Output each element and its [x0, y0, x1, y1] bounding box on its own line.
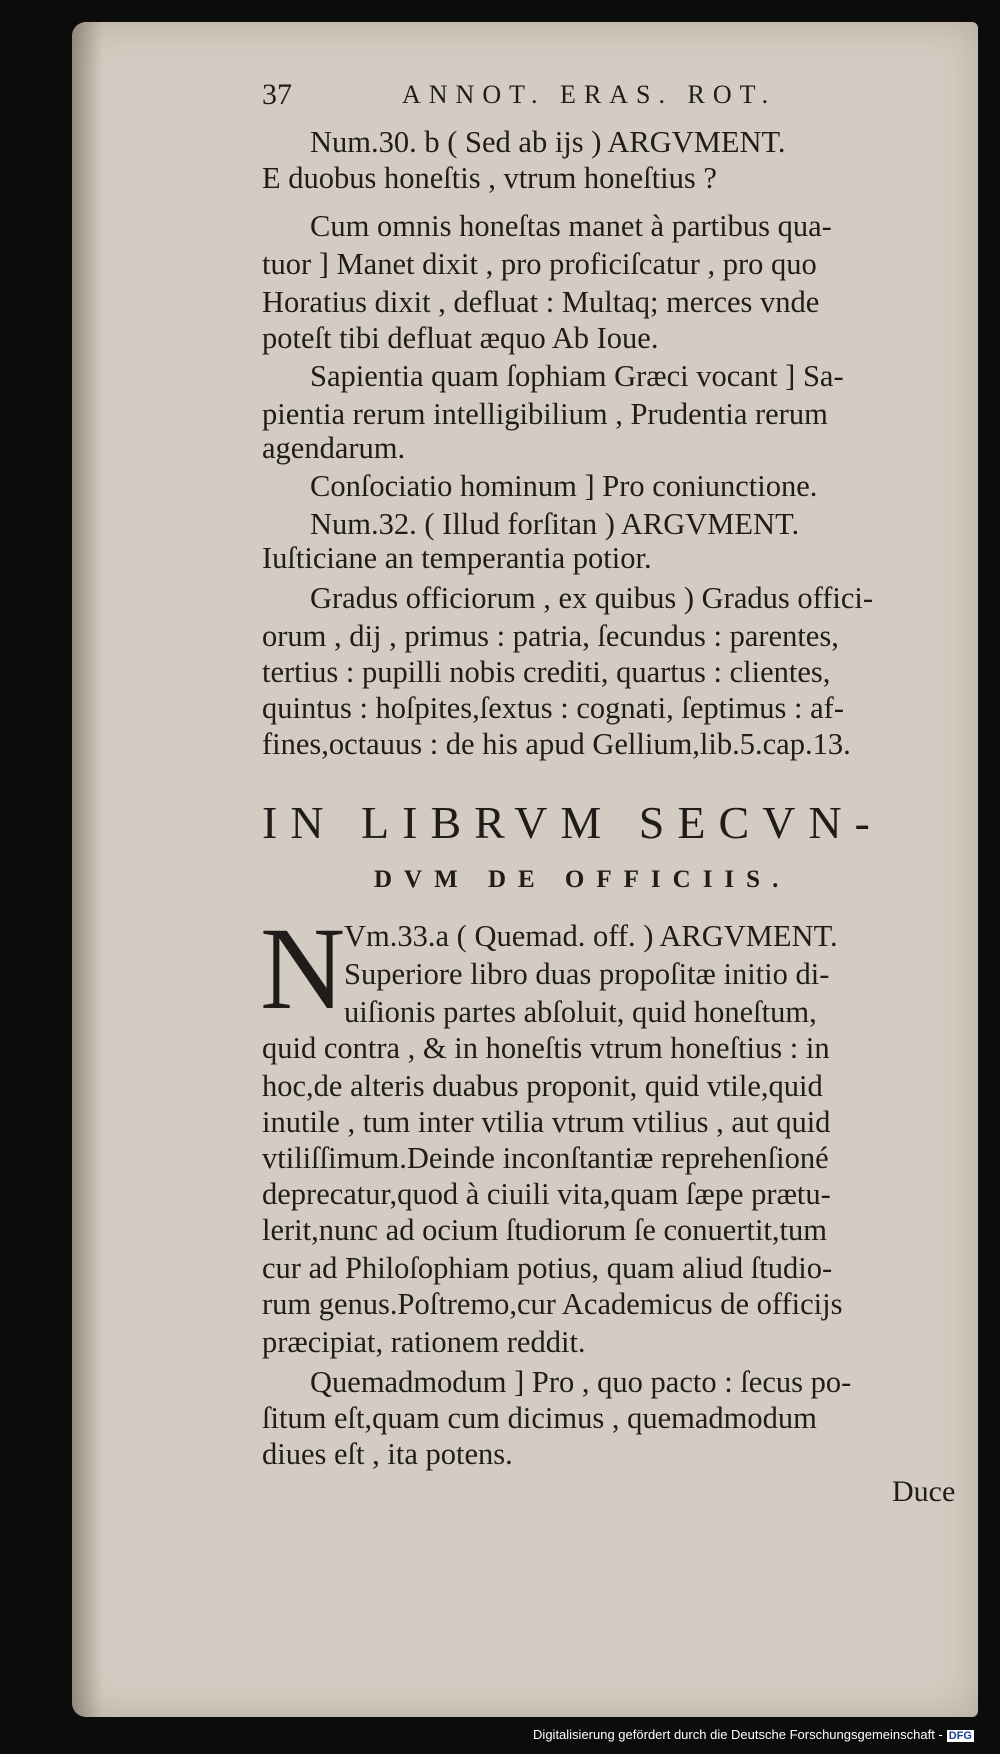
- text-line: lerit,nunc ad ocium ſtudiorum ſe conuertit,tum: [262, 1213, 827, 1247]
- text-line: Vm.33.a ( Quemad. off. ) ARGVMENT.: [344, 919, 838, 953]
- text-line: vtiliſſimum.Deinde inconſtantiæ reprehenſioné: [262, 1141, 829, 1175]
- text-line: tuor ] Manet dixit , pro proficiſcatur , pro quo: [262, 247, 817, 281]
- drop-capital: N: [260, 903, 346, 1034]
- text-line: Quemadmodum ] Pro , quo pacto : ſecus po-: [310, 1365, 852, 1399]
- text-line: Num.32. ( Illud forſitan ) ARGVMENT.: [310, 507, 800, 541]
- page-binding-shadow: [72, 22, 102, 1717]
- text-line: Horatius dixit , defluat : Multaq; merces vnde: [262, 285, 820, 319]
- text-line: pientia rerum intelligibilium , Prudentia rerum: [262, 397, 828, 431]
- text-line: Sapientia quam ſophiam Græci vocant ] Sa-: [310, 359, 844, 393]
- text-line: quid contra , & in honeſtis vtrum honeſtius : in: [262, 1031, 830, 1065]
- text-line: orum , dij , primus : patria, ſecundus : parentes,: [262, 619, 839, 653]
- text-line: agendarum.: [262, 431, 406, 465]
- section-heading: IN LIBRVM SECVN-: [262, 797, 883, 848]
- text-line: rum genus.Poſtremo,cur Academicus de officijs: [262, 1287, 843, 1321]
- text-line: quintus : hoſpites,ſextus : cognati, ſeptimus : af-: [262, 691, 844, 725]
- text-line: diues eſt , ita potens.: [262, 1437, 513, 1471]
- text-line: præcipiat, rationem reddit.: [262, 1325, 586, 1359]
- dfg-logo: DFG: [948, 1730, 972, 1742]
- text-line: uiſionis partes abſoluit, quid honeſtum,: [344, 995, 817, 1029]
- text-line: inutile , tum inter vtilia vtrum vtilius , aut quid: [262, 1105, 831, 1139]
- text-line: fines,octauus : de his apud Gellium,lib.5.cap.13.: [262, 727, 851, 761]
- text-line: Cum omnis honeſtas manet à partibus qua-: [310, 209, 832, 243]
- footer-text: Digitalisierung gefördert durch die Deutsche Forschungsgemeinschaft -: [533, 1727, 943, 1742]
- text-line: cur ad Philoſophiam potius, quam aliud ſtudio-: [262, 1251, 833, 1285]
- text-line: ſitum eſt,quam cum dicimus , quemadmodum: [262, 1401, 817, 1435]
- running-title: ANNOT. ERAS. ROT.: [402, 80, 777, 109]
- text-line: Superiore libro duas propoſitæ initio di-: [344, 957, 830, 991]
- text-line: hoc,de alteris duabus proponit, quid vtile,quid: [262, 1069, 823, 1103]
- text-line: Gradus officiorum , ex quibus ) Gradus offici-: [310, 581, 873, 615]
- digitization-footer: [533, 1727, 974, 1742]
- text-line: Iuſticiane an temperantia potior.: [262, 541, 652, 575]
- page-number: 37: [262, 78, 292, 111]
- text-line: poteſt tibi defluat æquo Ab Ioue.: [262, 321, 659, 355]
- text-line: deprecatur,quod à ciuili vita,quam ſæpe prætu-: [262, 1177, 831, 1211]
- section-subheading: DVM DE OFFICIIS.: [374, 866, 791, 893]
- text-line: E duobus honeſtis , vtrum honeſtius ?: [262, 161, 717, 195]
- catchword: Duce: [892, 1475, 956, 1508]
- text-line: Num.30. b ( Sed ab ijs ) ARGVMENT.: [310, 125, 786, 159]
- text-line: Conſociatio hominum ] Pro coniunctione.: [310, 469, 818, 503]
- text-line: tertius : pupilli nobis crediti, quartus : clientes,: [262, 655, 831, 689]
